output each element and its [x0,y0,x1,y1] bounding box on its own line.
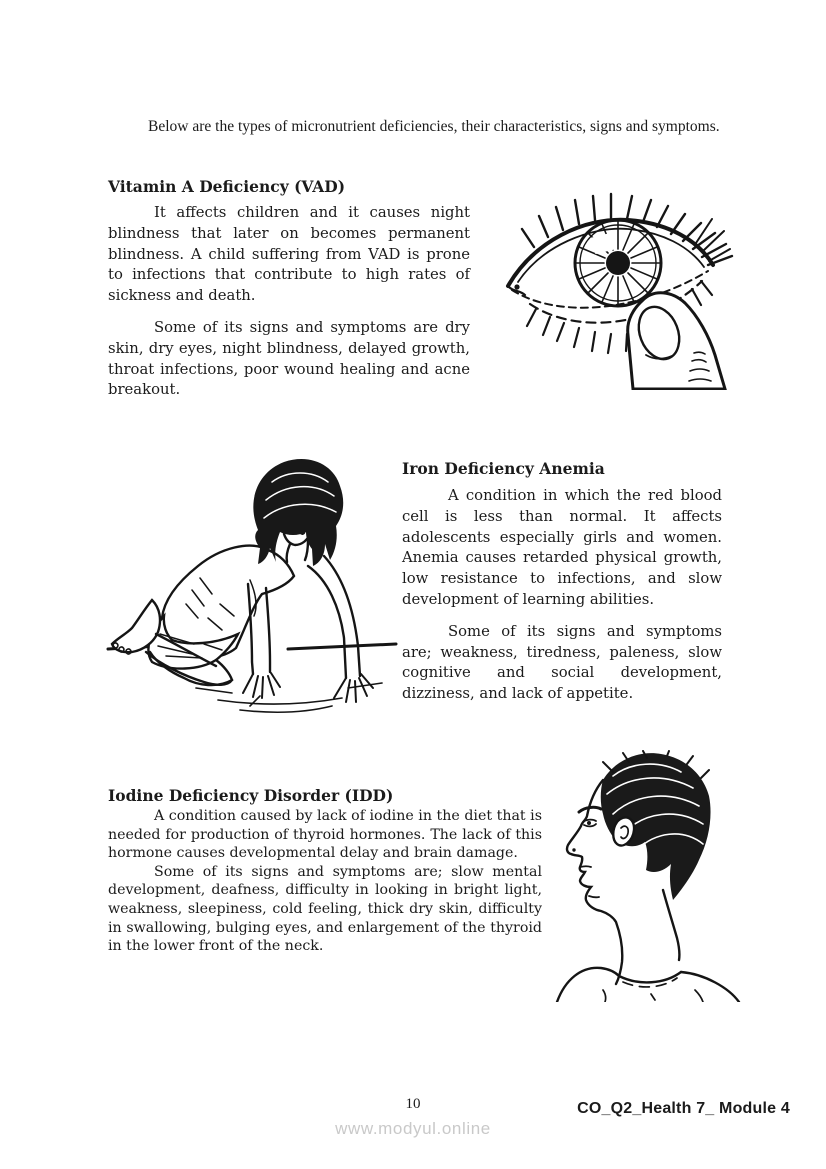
page-number: 10 [405,1096,421,1112]
idd-paragraph-1: A condition caused by lack of iodine in the diet that is needed for production of thyroid hormones. The lack of this hormone causes developmental delay and brain damage. [108,808,542,862]
crawling-person-svg [100,447,400,719]
eye-sketch-svg [496,182,734,390]
idd-paragraph-2: Some of its signs and symptoms are; slow mental development, deafness, difficulty in looking in bright light, weakness, sleepiness, cold feeling, thick dry skin, difficulty in swallowing, bulging eyes, and enlargement of the thyroid in the lower front of the neck. [108,863,542,955]
vad-paragraph-2: Some of its signs and symptoms are dry skin, dry eyes, night blindness, delayed growth, throat infections, poor wound healing and acne breakout. [108,318,470,399]
ida-paragraph-2: Some of its signs and symptoms are; weakness, tiredness, paleness, slow cognitive and social development, dizziness, and lack of appetite. [402,622,722,703]
vad-section-text [108,203,470,401]
weak-person-crawling-illustration [100,447,400,719]
intro-paragraph: Below are the types of micronutrient deficiencies, their characteristics, signs and symptoms. [148,117,720,135]
module-label: CO_Q2_Health 7_ Module 4 [577,1100,790,1117]
watermark-text: www.modyul.online [335,1119,491,1138]
idd-section-text [108,807,542,956]
vad-paragraph-1: It affects children and it causes night blindness that later on becomes permanent blindness. A child suffering from VAD is prone to infections that contribute to high rates of sickness and death. [108,204,470,305]
ida-section-heading: Iron Deficiency Anemia [402,459,605,478]
ida-section-text [402,486,722,705]
man-profile-svg [543,750,771,1002]
finger-shape [628,293,725,389]
eye-examined-by-finger-illustration [496,182,734,390]
vad-section-heading: Vitamin A Deficiency (VAD) [108,177,346,196]
man-head-profile-illustration [543,750,771,1002]
idd-section-heading: Iodine Deficiency Disorder (IDD) [108,786,394,805]
ida-paragraph-1: A condition in which the red blood cell is less than normal. It affects adolescents especially girls and women. Anemia causes retarded physical growth, low resistance to infections, and slow development of learning abilities. [402,487,722,608]
